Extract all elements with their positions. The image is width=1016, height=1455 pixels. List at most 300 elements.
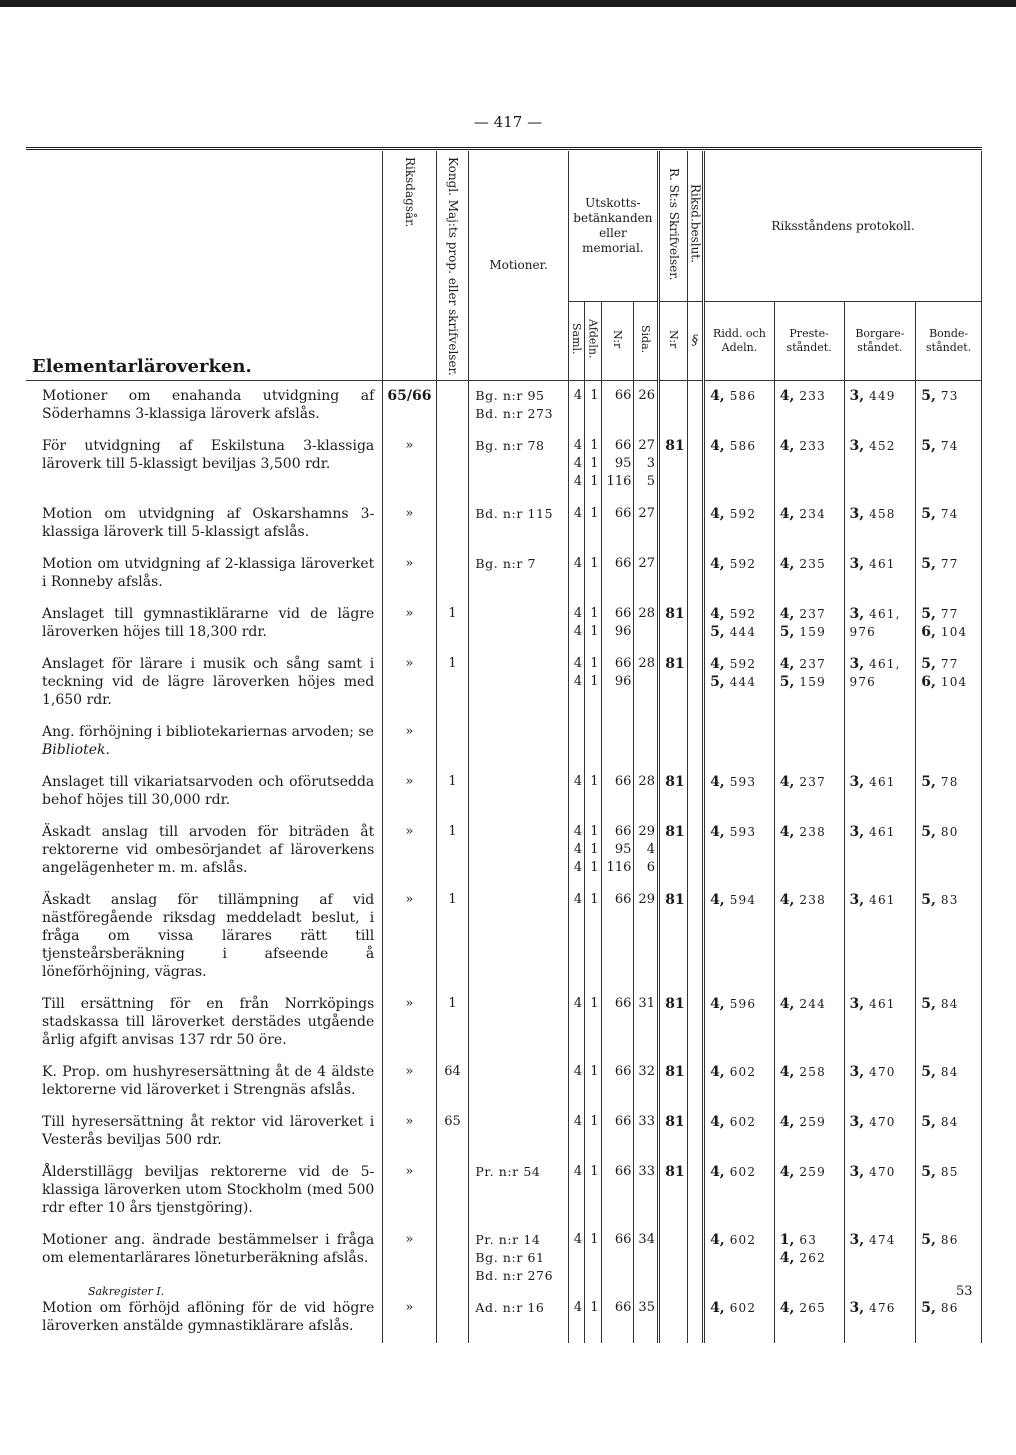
cell-preste [774, 717, 844, 767]
cell-riksdagsar: » [383, 649, 436, 717]
cell-bonde-volume: 5, [921, 1063, 936, 1080]
cell-preste-ref [780, 1163, 844, 1181]
cell-borgare-ref [850, 773, 916, 791]
cell-sida-line: 35 [638, 1299, 655, 1315]
cell-bonde-page: 74 [935, 438, 959, 453]
cell-ridd-ref [710, 387, 774, 405]
cell-afdeln-line: 1 [590, 859, 599, 875]
table-row [26, 885, 982, 989]
cell-ridd [704, 431, 775, 499]
cell-preste [774, 431, 844, 499]
cell-bonde-page: 104 [935, 624, 968, 639]
cell-borgare-page: 458 [864, 506, 896, 521]
cell-bonde-ref [921, 673, 981, 691]
cell-motion-line: Bg. n:r 7 [475, 555, 537, 571]
cell-ridd-page: 586 [724, 438, 757, 453]
cell-afdeln [585, 767, 601, 817]
footer-source: Sakregister I. [88, 1285, 165, 1298]
cell-paragraph [687, 649, 703, 717]
cell-saml-line: 4 [573, 995, 583, 1011]
cell-saml [568, 1107, 584, 1157]
cell-ridd [704, 549, 775, 599]
cell-afdeln [585, 1293, 601, 1343]
cell-borgare-ref [850, 387, 916, 405]
cell-borgare [844, 989, 916, 1057]
cell-nr [601, 431, 634, 499]
cell-preste-ref [780, 505, 844, 523]
cell-saml-line: 4 [573, 1299, 583, 1315]
cell-saml-line: 4 [573, 387, 583, 403]
cell-bonde-page: 104 [935, 674, 968, 689]
cell-ridd-page: 444 [724, 624, 757, 639]
cell-sida [634, 599, 659, 649]
cell-paragraph [687, 989, 703, 1057]
cell-nr [601, 1293, 634, 1343]
register-table-wrapper [26, 151, 982, 1343]
cell-borgare-ref [850, 1231, 916, 1249]
cell-ridd [704, 1157, 775, 1225]
cell-sida-line: 3 [646, 455, 655, 471]
cell-borgare-ref [850, 995, 916, 1013]
entry-title-text: Anslaget till gymnastiklärarne vid de lägre läroverken höjes till 18,300 rdr. [42, 605, 375, 640]
cell-preste-volume: 4, [779, 773, 795, 790]
table-header [26, 151, 982, 380]
cell-bonde [916, 549, 982, 599]
cell-ridd-ref [710, 1163, 774, 1181]
cell-preste [774, 1157, 844, 1225]
cell-afdeln [585, 817, 601, 885]
cell-r-nr: 81 [658, 599, 687, 649]
header-preste: Preste- ståndet. [774, 301, 844, 380]
cell-preste-volume: 4, [779, 387, 795, 404]
cell-borgare-volume: 3, [849, 1231, 865, 1248]
entry-title [26, 1107, 383, 1157]
cell-ridd-page: 444 [724, 674, 757, 689]
cell-ridd [704, 649, 775, 717]
cell-prop [436, 380, 469, 431]
entry-title [26, 817, 383, 885]
cell-preste-volume: 4, [779, 505, 795, 522]
cell-nr-line: 66 [614, 1063, 632, 1079]
cell-afdeln-line: 1 [590, 995, 599, 1011]
table-row [26, 817, 982, 885]
cell-riksdagsar: » [383, 499, 436, 549]
cell-preste-page: 262 [794, 1250, 826, 1265]
cell-saml-line: 4 [573, 773, 583, 789]
cell-borgare-page: 461 [864, 996, 896, 1011]
cell-preste-ref [780, 605, 844, 623]
cell-paragraph [687, 1293, 703, 1343]
cell-paragraph [687, 599, 703, 649]
cell-bonde-volume: 5, [921, 655, 936, 672]
cell-saml-line: 4 [573, 1163, 583, 1179]
cell-saml [568, 767, 584, 817]
cell-afdeln [585, 989, 601, 1057]
cell-sida-line: 5 [646, 473, 655, 489]
cell-r-nr: 81 [658, 1107, 687, 1157]
cell-r-nr: 81 [658, 989, 687, 1057]
cell-nr [601, 1057, 634, 1107]
table-row [26, 767, 982, 817]
cell-sida-line: 6 [646, 859, 655, 875]
cell-sida-line: 27 [638, 437, 655, 453]
cell-preste-volume: 4, [779, 1249, 795, 1266]
cell-paragraph [687, 1057, 703, 1107]
cell-preste-page: 159 [794, 674, 826, 689]
cell-saml [568, 885, 584, 989]
cell-borgare-ref [850, 673, 916, 691]
cell-bonde-page: 77 [935, 556, 959, 571]
cell-afdeln-line: 1 [590, 623, 599, 639]
cell-afdeln-line: 1 [590, 1063, 599, 1079]
table-row [26, 1157, 982, 1225]
cell-borgare [844, 817, 916, 885]
cell-r-nr: 81 [658, 1057, 687, 1107]
cell-nr [601, 549, 634, 599]
entry-title [26, 499, 383, 549]
cell-bonde-ref [921, 773, 981, 791]
cell-borgare-volume: 3, [849, 1299, 865, 1316]
table-row [26, 499, 982, 549]
cell-bonde-ref [921, 437, 981, 455]
entry-title [26, 599, 383, 649]
cell-afdeln-line: 1 [590, 555, 599, 571]
cell-borgare [844, 431, 916, 499]
header-sida: Sida. [634, 301, 659, 380]
cell-ridd-page: 586 [724, 388, 757, 403]
cell-ridd-ref [710, 1113, 774, 1131]
cell-paragraph [687, 1157, 703, 1225]
cell-bonde-page: 86 [935, 1300, 959, 1315]
entry-title-text: Till hyresersättning åt rektor vid läroverket i Vesterås beviljas 500 rdr. [42, 1113, 375, 1148]
cell-bonde-ref [921, 1299, 981, 1317]
cell-ridd-page: 602 [724, 1114, 757, 1129]
cell-bonde [916, 767, 982, 817]
cell-motion-line: Bd. n:r 273 [475, 405, 554, 421]
cell-nr-line: 116 [606, 473, 632, 489]
cell-bonde [916, 717, 982, 767]
cell-saml [568, 1293, 584, 1343]
cell-motion-line: Ad. n:r 16 [475, 1299, 545, 1315]
cell-r-nr [658, 499, 687, 549]
cell-preste-page: 159 [794, 624, 826, 639]
cell-nr-line: 66 [614, 773, 632, 789]
cell-preste-ref [780, 555, 844, 573]
cell-paragraph [687, 1225, 703, 1293]
cell-sida [634, 499, 659, 549]
cell-nr-line: 95 [614, 841, 632, 857]
cell-bonde-page: 86 [935, 1232, 959, 1247]
cell-saml [568, 717, 584, 767]
cell-ridd-page: 594 [724, 892, 757, 907]
cell-nr [601, 885, 634, 989]
cell-riksdagsar: » [383, 549, 436, 599]
cell-riksdagsar: » [383, 599, 436, 649]
cell-ridd-page: 602 [724, 1232, 757, 1247]
cell-borgare-volume: 3, [849, 891, 865, 908]
cell-borgare-volume: 3, [849, 773, 865, 790]
table-row [26, 717, 982, 767]
cell-sida [634, 1057, 659, 1107]
cell-paragraph [687, 817, 703, 885]
cell-sida-line: 4 [646, 841, 655, 857]
cell-preste [774, 767, 844, 817]
entry-title-text: Motion om utvidgning af Oskarshamns 3-klassiga läroverk till 5-klassigt afslås. [42, 505, 375, 540]
cell-preste-page: 234 [794, 506, 826, 521]
cell-bonde [916, 1107, 982, 1157]
cell-ridd-volume: 4, [710, 995, 725, 1012]
cell-motion-line: Bg. n:r 95 [475, 387, 545, 403]
cell-borgare-ref [850, 437, 916, 455]
cell-preste-page: 237 [794, 774, 826, 789]
table-row [26, 1057, 982, 1107]
entry-title-reference: Bibliotek. [42, 741, 110, 758]
cell-ridd-volume: 4, [710, 823, 725, 840]
cell-afdeln-line: 1 [590, 655, 599, 671]
cell-nr [601, 599, 634, 649]
cell-saml-line: 4 [573, 455, 583, 471]
entry-title-text: För utvidgning af Eskilstuna 3-klassiga läroverk till 5-klassigt beviljas 3,500 rdr. [42, 437, 375, 472]
cell-motion-line: Bd. n:r 115 [475, 505, 554, 521]
cell-nr [601, 989, 634, 1057]
cell-motioner [469, 1225, 568, 1293]
cell-ridd-page: 592 [724, 506, 757, 521]
cell-preste-page: 244 [794, 996, 826, 1011]
table-row [26, 649, 982, 717]
cell-riksdagsar: » [383, 885, 436, 989]
cell-preste-page: 233 [794, 438, 826, 453]
cell-borgare-volume: 3, [849, 605, 865, 622]
cell-ridd-page: 596 [724, 996, 757, 1011]
cell-ridd-page: 592 [724, 656, 757, 671]
cell-prop: 1 [436, 599, 469, 649]
cell-preste-volume: 4, [779, 995, 795, 1012]
cell-sida [634, 767, 659, 817]
table-row [26, 549, 982, 599]
cell-borgare-ref [850, 623, 916, 641]
cell-borgare-volume: 3, [849, 555, 865, 572]
cell-preste-ref [780, 1113, 844, 1131]
cell-saml [568, 599, 584, 649]
cell-borgare [844, 649, 916, 717]
cell-bonde-volume: 5, [921, 505, 936, 522]
cell-afdeln-line: 1 [590, 1231, 599, 1247]
cell-borgare-page: 461, [864, 606, 901, 621]
cell-prop: 1 [436, 767, 469, 817]
cell-saml [568, 989, 584, 1057]
cell-nr [601, 499, 634, 549]
cell-ridd-page: 602 [724, 1064, 757, 1079]
cell-sida-line [634, 673, 655, 691]
cell-preste-page: 237 [794, 606, 826, 621]
cell-riksdagsar: » [383, 1225, 436, 1293]
cell-nr-line: 66 [614, 555, 632, 571]
cell-ridd-volume: 5, [710, 673, 725, 690]
footer-page-number: 53 [956, 1284, 973, 1299]
cell-afdeln-line: 1 [590, 891, 599, 907]
entry-title-text: Anslaget till vikariatsarvoden och oförutsedda behof höjes till 30,000 rdr. [42, 773, 375, 808]
cell-borgare [844, 717, 916, 767]
cell-afdeln-line: 1 [590, 823, 599, 839]
cell-ridd-ref [710, 505, 774, 523]
cell-preste-page: 265 [794, 1300, 826, 1315]
cell-motioner [469, 767, 568, 817]
cell-ridd-volume: 4, [710, 773, 725, 790]
cell-afdeln-line: 1 [590, 841, 599, 857]
cell-borgare-page: 461 [864, 824, 896, 839]
entry-title [26, 1293, 383, 1343]
cell-ridd [704, 1225, 775, 1293]
cell-saml [568, 649, 584, 717]
cell-saml [568, 1157, 584, 1225]
cell-borgare-volume: 3, [849, 823, 865, 840]
section-title-cell [26, 151, 383, 380]
cell-sida [634, 989, 659, 1057]
cell-bonde [916, 885, 982, 989]
cell-borgare-volume: 3, [849, 437, 865, 454]
cell-afdeln [585, 1057, 601, 1107]
cell-r-nr [658, 717, 687, 767]
cell-afdeln-line: 1 [590, 437, 599, 453]
cell-sida [634, 1157, 659, 1225]
cell-ridd-page: 592 [724, 606, 757, 621]
cell-preste-volume: 5, [779, 673, 795, 690]
cell-bonde-page: 77 [935, 656, 959, 671]
cell-borgare-page: 470 [864, 1164, 896, 1179]
entry-title [26, 717, 383, 767]
cell-nr [601, 1107, 634, 1157]
cell-saml [568, 1057, 584, 1107]
cell-ridd [704, 1293, 775, 1343]
entry-title [26, 1057, 383, 1107]
cell-nr-line: 66 [614, 655, 632, 671]
cell-bonde-page: 84 [935, 1064, 959, 1079]
cell-bonde-ref [921, 605, 981, 623]
cell-borgare [844, 885, 916, 989]
cell-ridd-page: 592 [724, 556, 757, 571]
cell-borgare-page: 449 [864, 388, 896, 403]
cell-preste-ref [780, 823, 844, 841]
cell-bonde-volume: 5, [921, 605, 936, 622]
cell-afdeln [585, 499, 601, 549]
cell-r-nr: 81 [658, 885, 687, 989]
cell-preste-volume: 4, [779, 1299, 795, 1316]
cell-saml [568, 1225, 584, 1293]
cell-prop: 1 [436, 989, 469, 1057]
cell-sida-line: 28 [638, 655, 655, 671]
cell-sida-line: 32 [638, 1063, 655, 1079]
cell-motioner [469, 599, 568, 649]
header-prop: Kongl. Maj:ts prop. eller skrifvelser. [436, 151, 469, 380]
cell-ridd-ref [710, 823, 774, 841]
cell-motioner [469, 1293, 568, 1343]
cell-preste-ref [780, 1249, 844, 1267]
cell-preste-ref [780, 1231, 844, 1249]
cell-bonde-page: 78 [935, 774, 959, 789]
cell-preste-ref [780, 387, 844, 405]
header-nr: N:r [601, 301, 634, 380]
cell-saml-line: 4 [573, 605, 583, 621]
cell-borgare-page: 461 [864, 774, 896, 789]
cell-nr-line: 96 [614, 623, 632, 639]
cell-prop: 1 [436, 817, 469, 885]
cell-borgare-ref [850, 555, 916, 573]
cell-borgare-page: 461 [864, 892, 896, 907]
page-number: — 417 — [473, 113, 543, 131]
cell-preste-volume: 5, [779, 623, 795, 640]
cell-afdeln [585, 1107, 601, 1157]
cell-preste-ref [780, 673, 844, 691]
cell-preste [774, 989, 844, 1057]
cell-ridd-ref [710, 673, 774, 691]
cell-bonde-volume: 5, [921, 891, 936, 908]
cell-bonde-volume: 5, [921, 1163, 936, 1180]
cell-preste-page: 258 [794, 1064, 826, 1079]
cell-r-nr: 81 [658, 817, 687, 885]
cell-ridd-ref [710, 995, 774, 1013]
cell-prop: 1 [436, 649, 469, 717]
section-title: Elementarläroverken. [32, 355, 252, 377]
cell-saml [568, 549, 584, 599]
cell-riksdagsar: » [383, 989, 436, 1057]
entry-title [26, 431, 383, 499]
cell-borgare-volume: 3, [849, 1113, 865, 1130]
cell-motioner [469, 1057, 568, 1107]
cell-preste-ref [780, 773, 844, 791]
cell-r-nr [658, 380, 687, 431]
cell-sida [634, 717, 659, 767]
cell-sida [634, 1225, 659, 1293]
cell-ridd [704, 380, 775, 431]
cell-preste-ref [780, 655, 844, 673]
cell-preste-page: 233 [794, 388, 826, 403]
cell-afdeln [585, 717, 601, 767]
table-top-rule [26, 147, 982, 150]
cell-bonde-volume: 6, [921, 673, 936, 690]
cell-preste-page: 63 [794, 1232, 818, 1247]
table-row [26, 1293, 982, 1343]
entry-title-text: Anslaget för lärare i musik och sång samt i teckning vid de lägre läroverken höjes med 1,650 rdr. [42, 655, 375, 708]
header-riksdagsar: Riksdagsår. [383, 151, 436, 380]
cell-preste-page: 235 [794, 556, 826, 571]
cell-nr-line: 66 [614, 387, 632, 403]
table-body [26, 380, 982, 1343]
cell-sida-line: 31 [638, 995, 655, 1011]
cell-sida [634, 1293, 659, 1343]
cell-preste-page: 238 [794, 824, 826, 839]
cell-motioner [469, 717, 568, 767]
header-utskotts: Utskotts- betänkanden eller memorial. [568, 151, 658, 301]
cell-motioner [469, 1157, 568, 1225]
cell-borgare-ref [850, 891, 916, 909]
cell-borgare-volume: 3, [849, 995, 865, 1012]
cell-bonde-volume: 5, [921, 1299, 936, 1316]
cell-nr-line: 66 [614, 995, 632, 1011]
cell-sida-line: 26 [638, 387, 655, 403]
cell-ridd-ref [710, 891, 774, 909]
cell-preste-ref [780, 623, 844, 641]
entry-title [26, 549, 383, 599]
cell-borgare-page: 476 [864, 1300, 896, 1315]
cell-bonde [916, 431, 982, 499]
cell-afdeln [585, 599, 601, 649]
cell-ridd-volume: 4, [710, 1113, 725, 1130]
cell-ridd-volume: 4, [710, 505, 725, 522]
cell-bonde-ref [921, 891, 981, 909]
cell-preste-page: 238 [794, 892, 826, 907]
header-r-nr: N:r [658, 301, 687, 380]
cell-bonde-page: 85 [935, 1164, 959, 1179]
